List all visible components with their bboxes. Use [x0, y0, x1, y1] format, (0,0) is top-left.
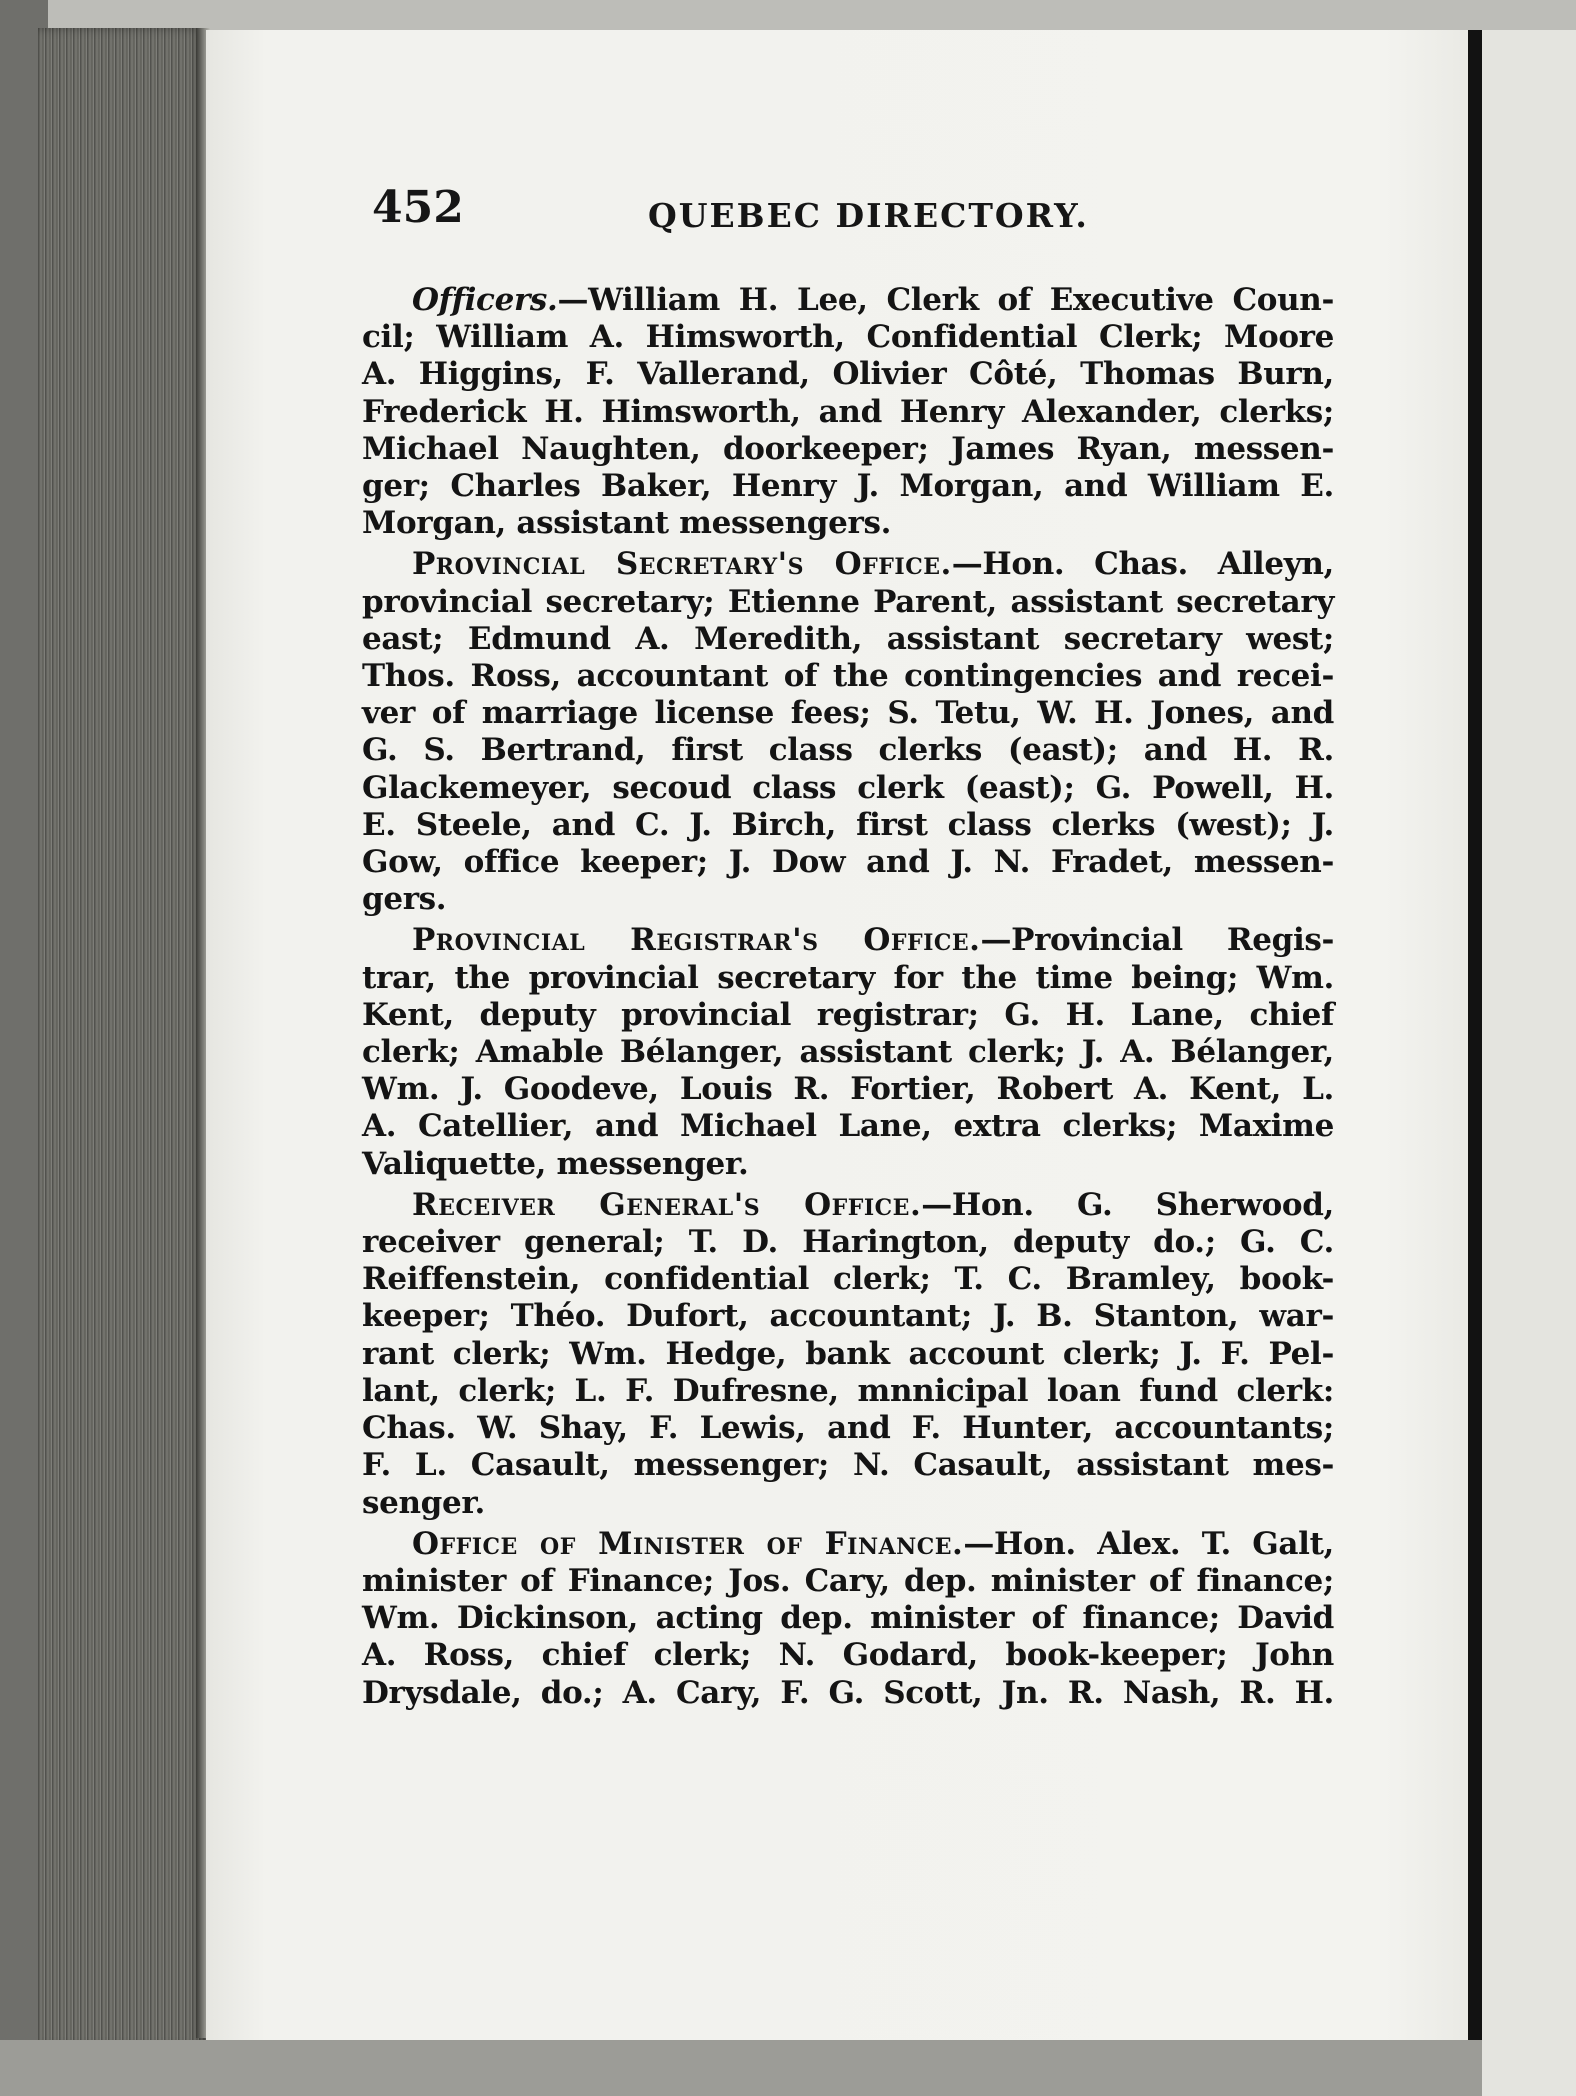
text-line: clerk; Amable Bélanger, assistant clerk; J. A. Bélanger, [362, 1034, 1334, 1071]
text-line: senger. [362, 1484, 485, 1521]
text-line [362, 282, 1334, 319]
paragraph-provincial-registrar [362, 922, 1334, 1182]
text-line: Reiffenstein, confidential clerk; T. C. Bramley, book- [362, 1261, 1334, 1298]
page-edges-stack [38, 28, 206, 2048]
running-head: QUEBEC DIRECTORY. [648, 196, 1089, 235]
text-line: F. L. Casault, messenger; N. Casault, assistant mes- [362, 1447, 1334, 1484]
section-lead: Provincial Secretary's Office. [412, 546, 952, 583]
text-line: Frederick H. Himsworth, and Henry Alexander, clerks; [362, 393, 1334, 430]
text-line: gers. [362, 881, 447, 918]
text-line: Morgan, assistant messengers. [362, 505, 892, 542]
text-line: Glackemeyer, secoud class clerk (east); G. Powell, H. [362, 769, 1334, 806]
text-line: Drysdale, do.; A. Cary, F. G. Scott, Jn. R. Nash, R. H. [362, 1674, 1334, 1711]
text-line [362, 922, 1334, 959]
page-number: 452 [372, 182, 464, 233]
text-line [362, 1526, 1334, 1563]
text-line: Wm. J. Goodeve, Louis R. Fortier, Robert A. Kent, L. [362, 1071, 1334, 1108]
text-line: A. Higgins, F. Vallerand, Olivier Côté, Thomas Burn, [362, 356, 1334, 393]
text-line: A. Ross, chief clerk; N. Godard, book-keeper; John [362, 1637, 1334, 1674]
line-text: —Hon. Chas. Alleyn, [951, 546, 1334, 583]
text-line: Wm. Dickinson, acting dep. minister of finance; David [362, 1600, 1334, 1637]
line-text: —Provincial Regis- [980, 922, 1334, 959]
text-line: provincial secretary; Etienne Parent, assistant secretary [362, 583, 1334, 620]
text-line: Thos. Ross, accountant of the contingencies and recei- [362, 658, 1334, 695]
directory-text [362, 282, 1334, 1712]
text-line: east; Edmund A. Meredith, assistant secretary west; [362, 620, 1334, 657]
text-line: cil; William A. Himsworth, Confidential Clerk; Moore [362, 319, 1334, 356]
facing-page [1482, 30, 1576, 2096]
text-line: Michael Naughten, doorkeeper; James Ryan, messen- [362, 430, 1334, 467]
text-line: ger; Charles Baker, Henry J. Morgan, and William E. [362, 468, 1334, 505]
line-text: —William H. Lee, Clerk of Executive Coun- [557, 282, 1334, 318]
text-line: Chas. W. Shay, F. Lewis, and F. Hunter, accountants; [362, 1410, 1334, 1447]
paragraph-provincial-secretary [362, 546, 1334, 918]
section-lead: Office of Minister of Finance. [412, 1525, 964, 1562]
text-line: receiver general; T. D. Harington, deputy do.; G. C. [362, 1224, 1334, 1261]
text-line: minister of Finance; Jos. Cary, dep. minister of finance; [362, 1562, 1334, 1599]
text-line: Valiquette, messenger. [362, 1145, 749, 1182]
text-line: ver of marriage license fees; S. Tetu, W. H. Jones, and [362, 695, 1334, 732]
text-line: Kent, deputy provincial registrar; G. H. Lane, chief [362, 996, 1334, 1033]
section-lead: Receiver General's Office. [412, 1186, 922, 1223]
text-line: G. S. Bertrand, first class clerks (east); and H. R. [362, 732, 1334, 769]
section-lead: Provincial Registrar's Office. [412, 922, 981, 959]
text-line: A. Catellier, and Michael Lane, extra clerks; Maxime [362, 1108, 1334, 1145]
text-line: rant clerk; Wm. Hedge, bank account clerk; J. F. Pel- [362, 1335, 1334, 1372]
text-line: E. Steele, and C. J. Birch, first class clerks (west); J. [362, 806, 1334, 843]
page-divider [1468, 30, 1482, 2040]
text-line: trar, the provincial secretary for the time being; Wm. [362, 959, 1334, 996]
text-line: Gow, office keeper; J. Dow and J. N. Fradet, messen- [362, 844, 1334, 881]
paragraph-receiver-general [362, 1187, 1334, 1522]
line-text: —Hon. Alex. T. Galt, [963, 1525, 1334, 1562]
section-lead: Officers. [412, 282, 558, 318]
text-line [362, 1187, 1334, 1224]
line-text: —Hon. G. Sherwood, [921, 1186, 1334, 1223]
text-line: lant, clerk; L. F. Dufresne, mnnicipal loan fund clerk: [362, 1372, 1334, 1409]
paragraph-officers [362, 282, 1334, 542]
text-line [362, 546, 1334, 583]
paragraph-minister-of-finance [362, 1526, 1334, 1712]
background-bottom [0, 2040, 1482, 2096]
text-line: keeper; Théo. Dufort, accountant; J. B. Stanton, war- [362, 1298, 1334, 1335]
